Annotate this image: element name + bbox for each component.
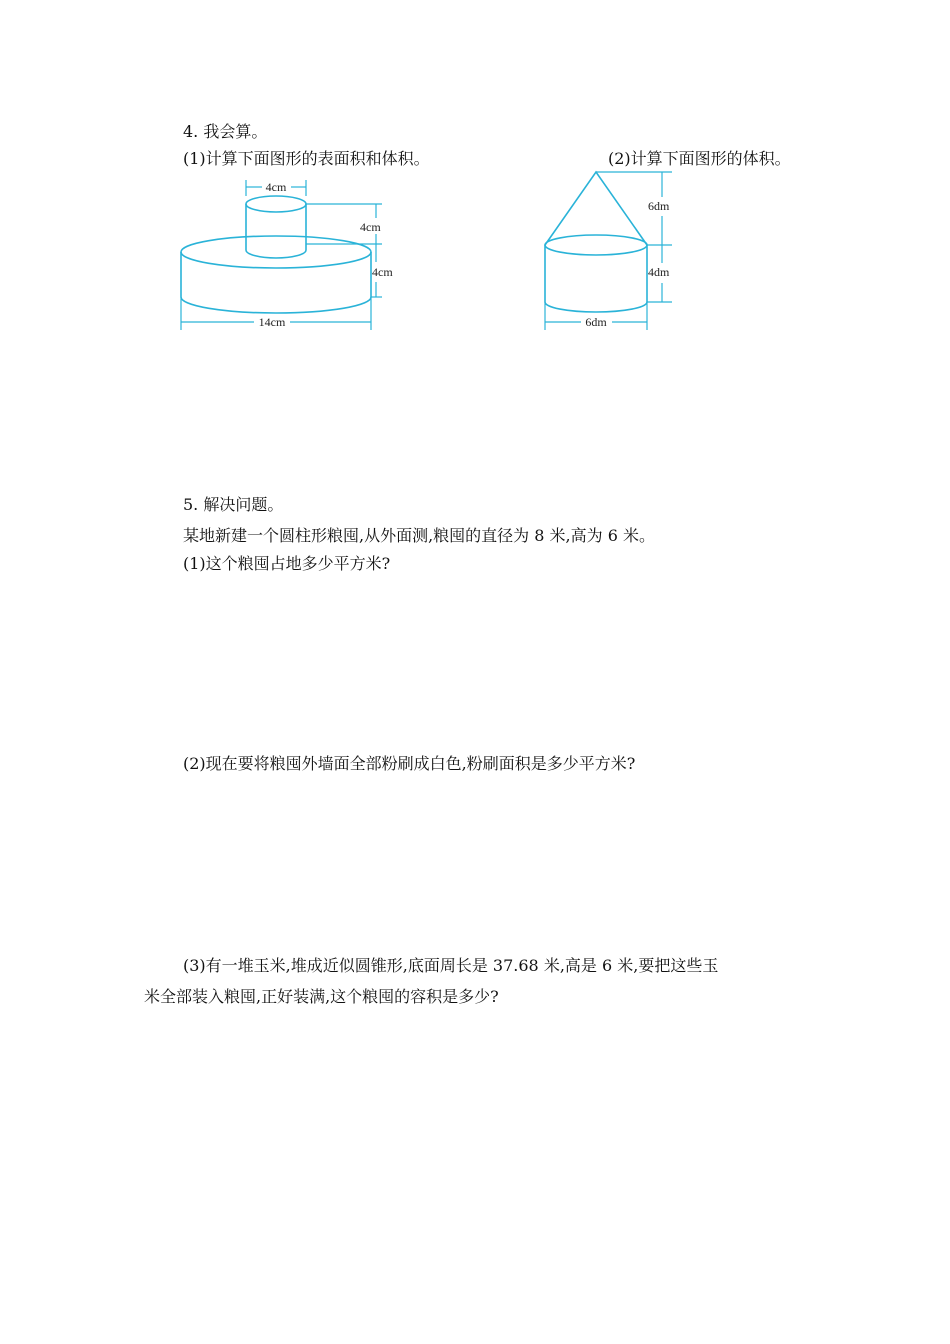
bottom-cylinder-body — [181, 252, 371, 313]
top-cylinder-top-ellipse — [246, 196, 306, 212]
q5-heading: 5. 解决问题。 — [183, 495, 284, 514]
q4-part1-prompt: (1)计算下面图形的表面积和体积。 — [183, 149, 430, 168]
figure-cone-on-cylinder — [545, 172, 672, 330]
label-top-height: 4cm — [360, 220, 381, 234]
q4-heading: 4. 我会算。 — [183, 122, 268, 141]
label-top-diameter: 4cm — [265, 180, 287, 194]
label-cylinder-height: 4dm — [648, 265, 670, 279]
q5-part1: (1)这个粮囤占地多少平方米? — [183, 554, 391, 573]
q5-part3-line2: 米全部装入粮囤,正好装满,这个粮囤的容积是多少? — [144, 987, 499, 1006]
label-bottom-height: 4cm — [372, 265, 393, 279]
q4-figures — [0, 0, 950, 400]
label-diameter: 6dm — [585, 315, 607, 329]
figure-stacked-cylinders — [181, 180, 393, 330]
q5-part2: (2)现在要将粮囤外墙面全部粉刷成白色,粉刷面积是多少平方米? — [183, 754, 636, 773]
q5-intro: 某地新建一个圆柱形粮囤,从外面测,粮囤的直径为 8 米,高为 6 米。 — [183, 526, 655, 545]
label-cone-height: 6dm — [648, 199, 670, 213]
label-bottom-diameter: 14cm — [258, 315, 286, 329]
q5-part3-line1: (3)有一堆玉米,堆成近似圆锥形,底面周长是 37.68 米,高是 6 米,要把这些玉 — [183, 956, 719, 975]
q4-part2-prompt: (2)计算下面图形的体积。 — [608, 149, 791, 168]
cylinder-top-ellipse — [545, 235, 647, 255]
bottom-cylinder-top-ellipse — [181, 236, 371, 268]
cone-sides — [545, 172, 647, 245]
